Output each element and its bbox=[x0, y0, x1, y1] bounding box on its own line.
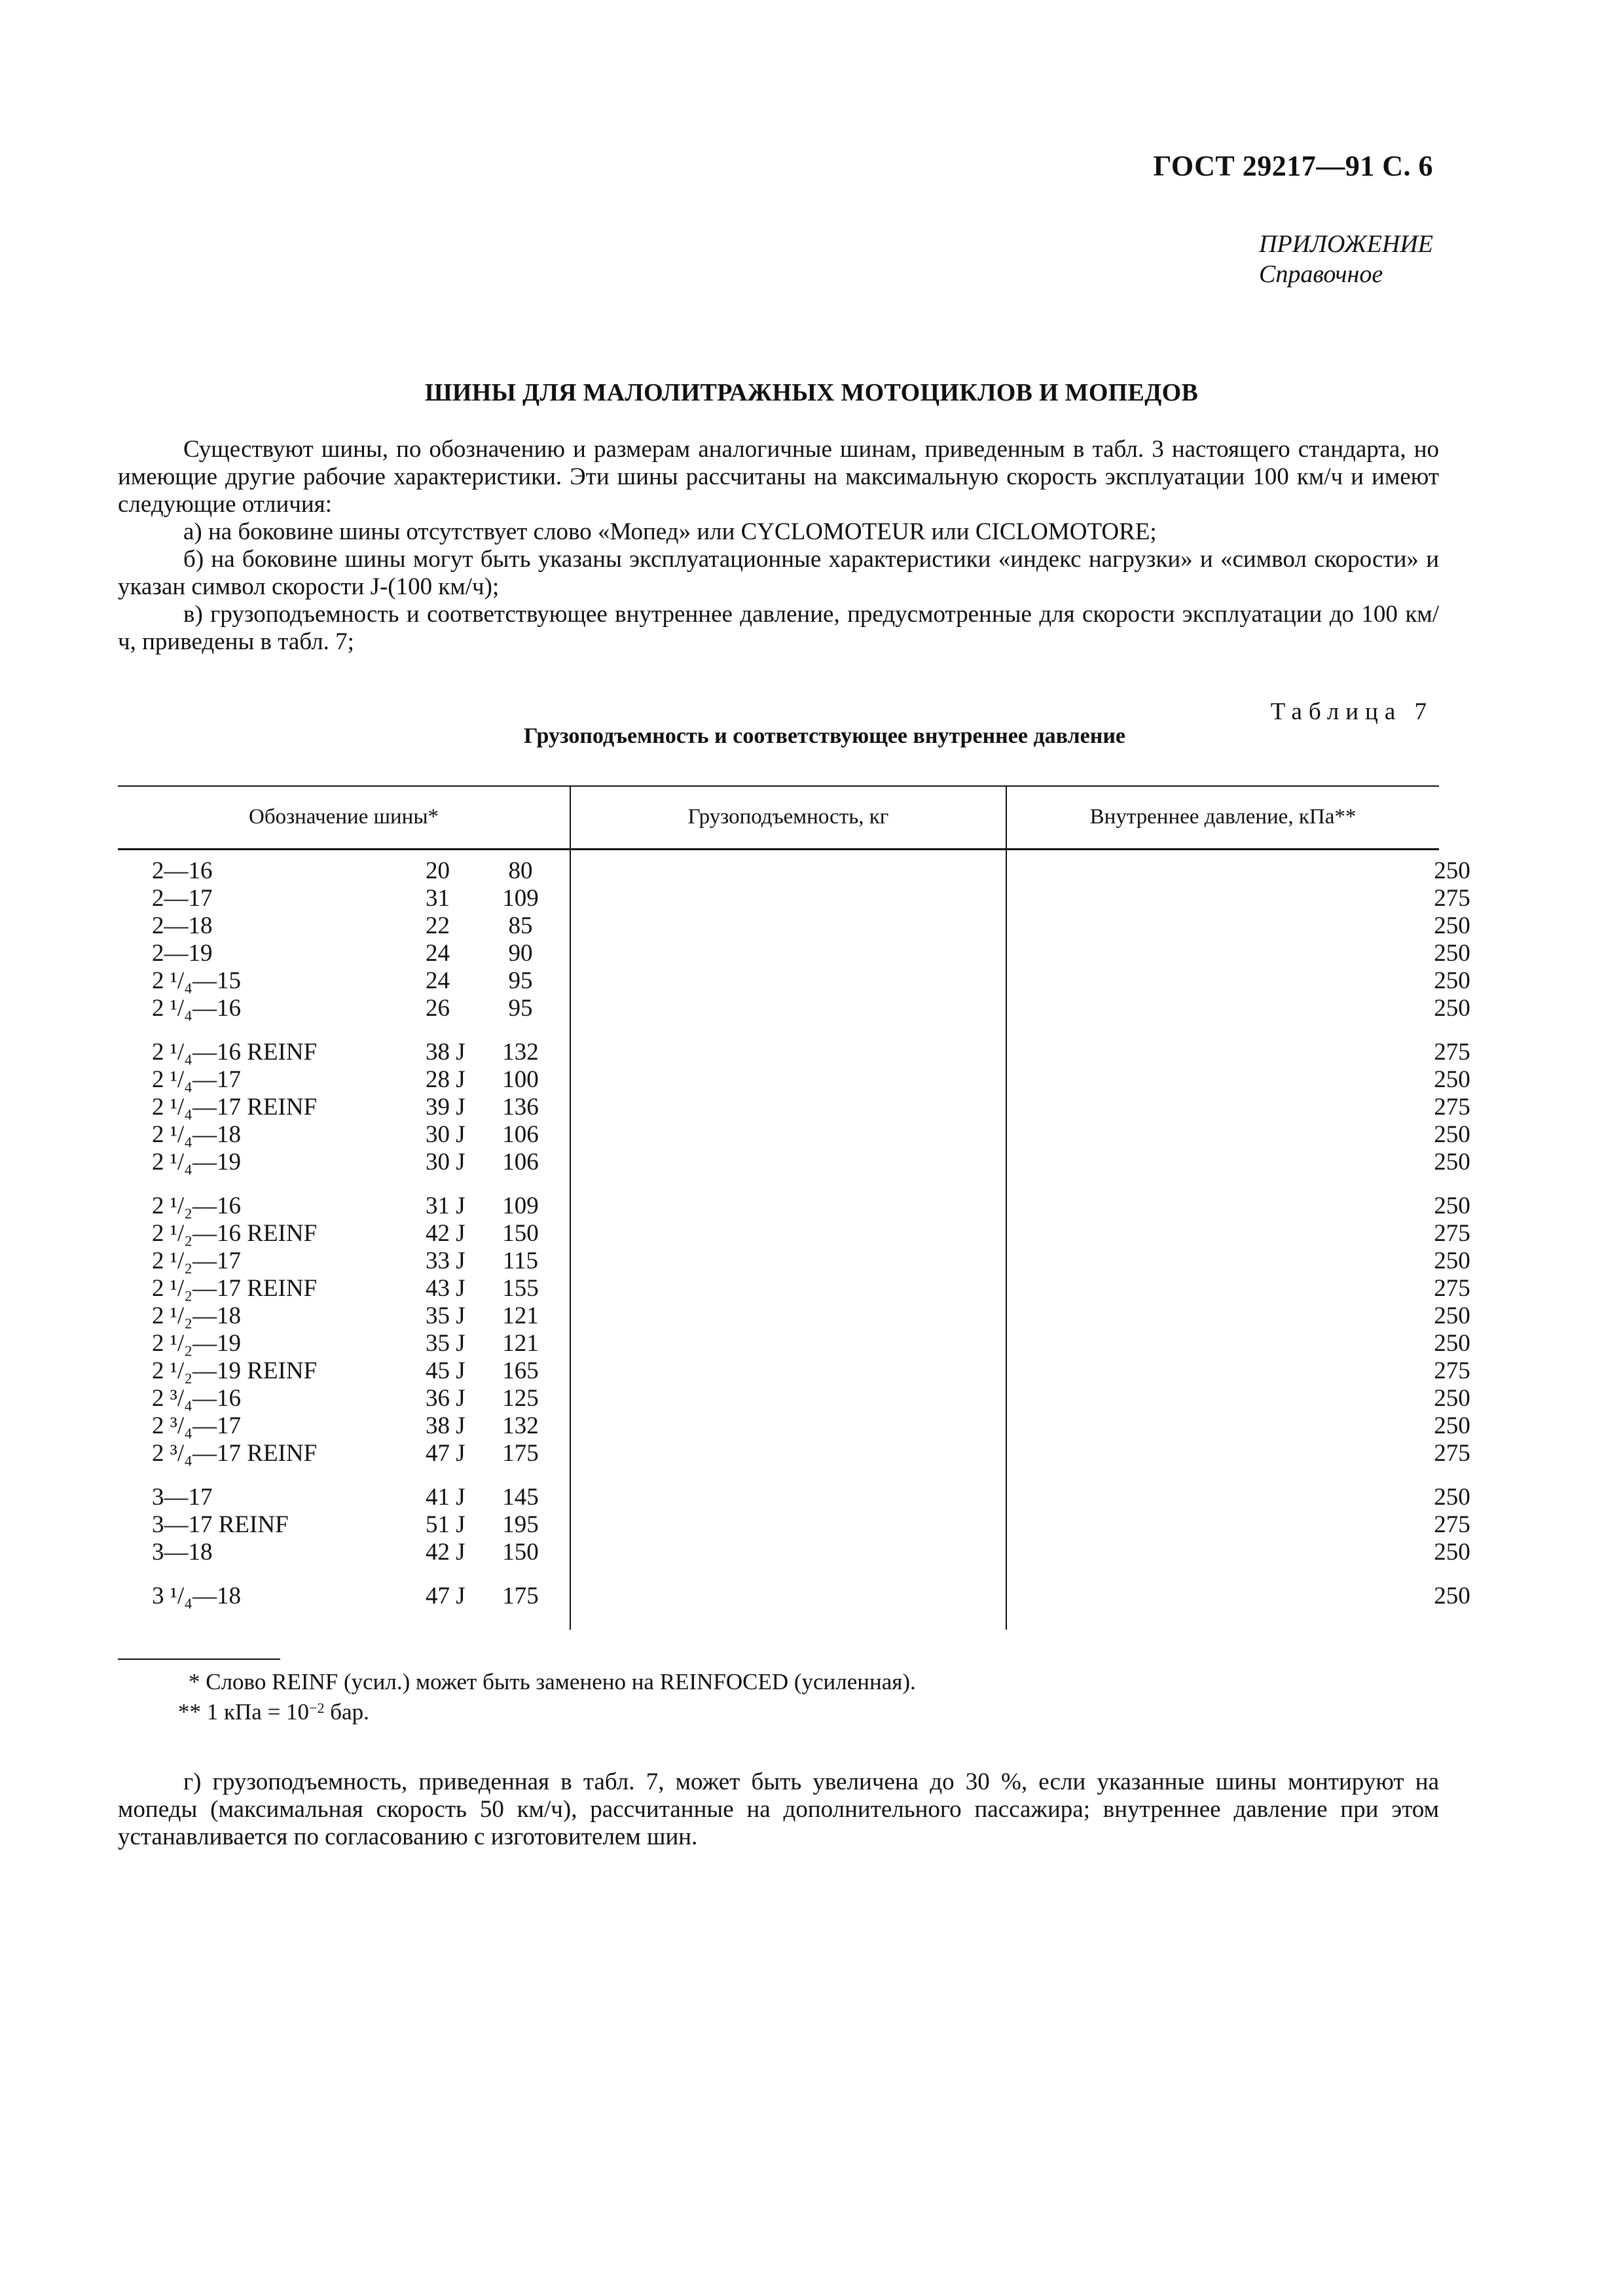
table-row bbox=[118, 1539, 1470, 1566]
load-capacity-cell: 95 bbox=[508, 995, 533, 1022]
internal-pressure-cell: 275 bbox=[1434, 1275, 1470, 1302]
tire-designation-cell: 2 ³/₄—16 bbox=[152, 1385, 242, 1412]
table-row bbox=[118, 1511, 1470, 1539]
load-index-cell: 47 J bbox=[426, 1583, 465, 1609]
load-index-cell: 47 J bbox=[426, 1440, 465, 1467]
table-7 bbox=[118, 785, 1470, 1630]
table-row bbox=[118, 1220, 1470, 1247]
table-row bbox=[118, 1412, 1470, 1440]
load-capacity-cell: 165 bbox=[502, 1357, 539, 1384]
footnote-kpa bbox=[118, 1698, 369, 1727]
table-row-group bbox=[118, 1193, 1470, 1467]
load-index-cell: 26 bbox=[426, 995, 450, 1022]
document-code-header: ГОСТ 29217—91 С. 6 bbox=[1153, 150, 1433, 182]
table-row bbox=[118, 912, 1470, 940]
load-capacity-cell: 155 bbox=[502, 1275, 539, 1302]
tire-designation-cell: 2 ¹/₄—17 REINF bbox=[152, 1094, 318, 1121]
internal-pressure-cell: 275 bbox=[1434, 1440, 1470, 1467]
tire-designation-cell: 3—17 REINF bbox=[152, 1511, 289, 1538]
internal-pressure-cell: 275 bbox=[1434, 1220, 1470, 1247]
load-index-cell: 45 J bbox=[426, 1357, 465, 1384]
tire-designation-cell: 2 ¹/₂—16 REINF bbox=[152, 1220, 318, 1247]
load-index-cell: 35 J bbox=[426, 1302, 465, 1329]
tire-designation-cell: 2 ³/₄—17 bbox=[152, 1412, 242, 1439]
table-caption: Грузоподъемность и соответствующее внутреннее давление bbox=[524, 724, 1125, 748]
item-a: а) на боковине шины отсутствует слово «Мопед» или CYCLOMOTEUR или CICLOMOTORE; bbox=[183, 518, 1157, 545]
internal-pressure-cell: 250 bbox=[1434, 1539, 1470, 1566]
tire-designation-cell: 3—17 bbox=[152, 1484, 213, 1511]
internal-pressure-cell: 275 bbox=[1434, 1094, 1470, 1121]
table-row bbox=[118, 1330, 1470, 1357]
internal-pressure-cell: 250 bbox=[1434, 967, 1470, 994]
table-row bbox=[118, 1440, 1470, 1467]
table-row bbox=[118, 1193, 1470, 1220]
table-row-group bbox=[118, 1583, 1470, 1610]
load-index-cell: 42 J bbox=[426, 1539, 465, 1566]
internal-pressure-cell: 250 bbox=[1434, 1193, 1470, 1219]
internal-pressure-cell: 250 bbox=[1434, 1066, 1470, 1093]
load-index-cell: 28 J bbox=[426, 1066, 465, 1093]
load-capacity-cell: 109 bbox=[502, 885, 539, 912]
table-row bbox=[118, 1385, 1470, 1412]
table-row bbox=[118, 1302, 1470, 1330]
footnote-rule bbox=[118, 1659, 280, 1660]
table-row bbox=[118, 1094, 1470, 1121]
internal-pressure-cell: 250 bbox=[1434, 1484, 1470, 1511]
load-index-cell: 31 bbox=[426, 885, 450, 912]
tire-designation-cell: 2 ¹/₂—19 REINF bbox=[152, 1357, 318, 1384]
footnote-reinf: * Слово REINF (усил.) может быть заменено на REINFOCED (усиленная). bbox=[189, 1669, 916, 1695]
load-capacity-cell: 175 bbox=[502, 1440, 539, 1467]
internal-pressure-cell: 250 bbox=[1434, 1330, 1470, 1357]
table-header-rule bbox=[118, 848, 1439, 850]
load-index-cell: 30 J bbox=[426, 1149, 465, 1175]
internal-pressure-cell: 250 bbox=[1434, 940, 1470, 967]
appendix-type: Справочное bbox=[1259, 260, 1383, 288]
internal-pressure-cell: 275 bbox=[1434, 885, 1470, 912]
load-capacity-cell: 150 bbox=[502, 1539, 539, 1566]
tire-designation-cell: 3 ¹/₄—18 bbox=[152, 1583, 242, 1609]
internal-pressure-cell: 250 bbox=[1434, 857, 1470, 884]
tire-designation-cell: 2 ¹/₄—18 bbox=[152, 1121, 242, 1148]
load-index-cell: 22 bbox=[426, 912, 450, 939]
load-capacity-cell: 100 bbox=[502, 1066, 539, 1093]
table-row-group bbox=[118, 1484, 1470, 1566]
table-row bbox=[118, 1039, 1470, 1066]
load-capacity-cell: 115 bbox=[502, 1247, 539, 1274]
header-load-capacity: Грузоподъемность, кг bbox=[687, 804, 889, 829]
load-index-cell: 43 J bbox=[426, 1275, 465, 1302]
load-capacity-cell: 132 bbox=[502, 1412, 539, 1439]
item-v: в) грузоподъемность и соответствующее внутреннее давление, предусмотренные для скорости эксплуатации до 100 км/ч, приведены в табл. 7; bbox=[118, 601, 1439, 655]
table-row-group bbox=[118, 857, 1470, 1022]
table-row bbox=[118, 857, 1470, 885]
internal-pressure-cell: 275 bbox=[1434, 1039, 1470, 1066]
internal-pressure-cell: 250 bbox=[1434, 1121, 1470, 1148]
table-row bbox=[118, 1484, 1470, 1511]
load-capacity-cell: 195 bbox=[502, 1511, 539, 1538]
item-b: б) на боковине шины могут быть указаны эксплуатационные характеристики «индекс нагрузки» и «символ скорости» и указан символ скорости J-(100 км/ч); bbox=[118, 546, 1439, 600]
table-row bbox=[118, 1247, 1470, 1275]
internal-pressure-cell: 250 bbox=[1434, 1412, 1470, 1439]
tire-designation-cell: 2 ¹/₂—17 bbox=[152, 1247, 242, 1274]
load-index-cell: 20 bbox=[426, 857, 450, 884]
table-row bbox=[118, 1583, 1470, 1610]
tire-designation-cell: 2—17 bbox=[152, 885, 213, 912]
internal-pressure-cell: 275 bbox=[1434, 1511, 1470, 1538]
load-capacity-cell: 136 bbox=[502, 1094, 539, 1121]
appendix-block bbox=[1259, 229, 1433, 289]
internal-pressure-cell: 250 bbox=[1434, 1149, 1470, 1175]
load-capacity-cell: 95 bbox=[508, 967, 533, 994]
intro-paragraph: Существуют шины, по обозначению и размерам аналогичные шинам, приведенным в табл. 3 настоящего стандарта, но имеющие другие рабочие характеристики. Эти шины рассчитаны на максимальную скорость эксплуатации 100 км/ч и имеют следующие отличия: bbox=[118, 436, 1439, 518]
tire-designation-cell: 2 ¹/₄—15 bbox=[152, 967, 242, 994]
table-row bbox=[118, 1149, 1470, 1176]
table-row bbox=[118, 940, 1470, 967]
header-tire-designation: Обозначение шины* bbox=[248, 804, 439, 829]
tire-designation-cell: 2 ¹/₄—19 bbox=[152, 1149, 242, 1175]
footnote-kpa-exponent: −2 bbox=[309, 1700, 325, 1716]
section-title: ШИНЫ ДЛЯ МАЛОЛИТРАЖНЫХ МОТОЦИКЛОВ И МОПЕДОВ bbox=[424, 379, 1199, 406]
item-g: г) грузоподъемность, приведенная в табл. 7, может быть увеличена до 30 %, если указанные шины монтируют на мопеды (максимальная скорость 50 км/ч), рассчитанные на дополнительного пассажира; внутреннее давление при этом устанавливается по согласованию с изготовителем шин. bbox=[118, 1768, 1439, 1850]
tire-designation-cell: 2 ¹/₂—17 REINF bbox=[152, 1275, 318, 1302]
load-index-cell: 31 J bbox=[426, 1193, 465, 1219]
load-capacity-cell: 85 bbox=[508, 912, 533, 939]
load-index-cell: 38 J bbox=[426, 1412, 465, 1439]
load-index-cell: 24 bbox=[426, 940, 450, 967]
footnote-kpa-text: ** 1 кПа = 10 bbox=[178, 1699, 310, 1725]
load-index-cell: 33 J bbox=[426, 1247, 465, 1274]
tire-designation-cell: 2 ¹/₄—16 REINF bbox=[152, 1039, 318, 1066]
load-capacity-cell: 121 bbox=[502, 1302, 539, 1329]
internal-pressure-cell: 250 bbox=[1434, 995, 1470, 1022]
load-index-cell: 30 J bbox=[426, 1121, 465, 1148]
internal-pressure-cell: 250 bbox=[1434, 1583, 1470, 1609]
load-index-cell: 35 J bbox=[426, 1330, 465, 1357]
appendix-label: ПРИЛОЖЕНИЕ bbox=[1259, 230, 1433, 258]
table-row bbox=[118, 1066, 1470, 1094]
load-capacity-cell: 150 bbox=[502, 1220, 539, 1247]
internal-pressure-cell: 275 bbox=[1434, 1357, 1470, 1384]
footnote-kpa-unit: бар. bbox=[324, 1699, 369, 1725]
tire-designation-cell: 2 ¹/₄—17 bbox=[152, 1066, 242, 1093]
table-row bbox=[118, 1357, 1470, 1385]
load-capacity-cell: 106 bbox=[502, 1121, 539, 1148]
load-capacity-cell: 145 bbox=[502, 1484, 539, 1511]
table-row bbox=[118, 967, 1470, 995]
internal-pressure-cell: 250 bbox=[1434, 1247, 1470, 1274]
table-row bbox=[118, 1275, 1470, 1302]
load-index-cell: 51 J bbox=[426, 1511, 465, 1538]
load-capacity-cell: 80 bbox=[508, 857, 533, 884]
load-capacity-cell: 132 bbox=[502, 1039, 539, 1066]
internal-pressure-cell: 250 bbox=[1434, 912, 1470, 939]
internal-pressure-cell: 250 bbox=[1434, 1385, 1470, 1412]
tire-designation-cell: 2—16 bbox=[152, 857, 213, 884]
table-body bbox=[118, 857, 1470, 1626]
tire-designation-cell: 2 ¹/₄—16 bbox=[152, 995, 242, 1022]
load-capacity-cell: 175 bbox=[502, 1583, 539, 1609]
load-index-cell: 24 bbox=[426, 967, 450, 994]
load-capacity-cell: 125 bbox=[502, 1385, 539, 1412]
tire-designation-cell: 2—18 bbox=[152, 912, 213, 939]
load-capacity-cell: 90 bbox=[508, 940, 533, 967]
table-row-group bbox=[118, 1039, 1470, 1176]
load-index-cell: 38 J bbox=[426, 1039, 465, 1066]
tire-designation-cell: 2 ¹/₂—16 bbox=[152, 1193, 242, 1219]
tire-designation-cell: 3—18 bbox=[152, 1539, 213, 1566]
table-row bbox=[118, 1121, 1470, 1149]
table-label: Таблица 7 bbox=[1270, 698, 1433, 725]
table-row bbox=[118, 885, 1470, 912]
load-index-cell: 41 J bbox=[426, 1484, 465, 1511]
table-row bbox=[118, 995, 1470, 1022]
load-capacity-cell: 106 bbox=[502, 1149, 539, 1175]
tire-designation-cell: 2 ¹/₂—18 bbox=[152, 1302, 242, 1329]
load-index-cell: 42 J bbox=[426, 1220, 465, 1247]
internal-pressure-cell: 250 bbox=[1434, 1302, 1470, 1329]
header-internal-pressure: Внутреннее давление, кПа** bbox=[1089, 804, 1357, 829]
load-capacity-cell: 121 bbox=[502, 1330, 539, 1357]
tire-designation-cell: 2 ¹/₂—19 bbox=[152, 1330, 242, 1357]
load-index-cell: 36 J bbox=[426, 1385, 465, 1412]
load-index-cell: 39 J bbox=[426, 1094, 465, 1121]
load-capacity-cell: 109 bbox=[502, 1193, 539, 1219]
tire-designation-cell: 2 ³/₄—17 REINF bbox=[152, 1440, 318, 1467]
tire-designation-cell: 2—19 bbox=[152, 940, 213, 967]
